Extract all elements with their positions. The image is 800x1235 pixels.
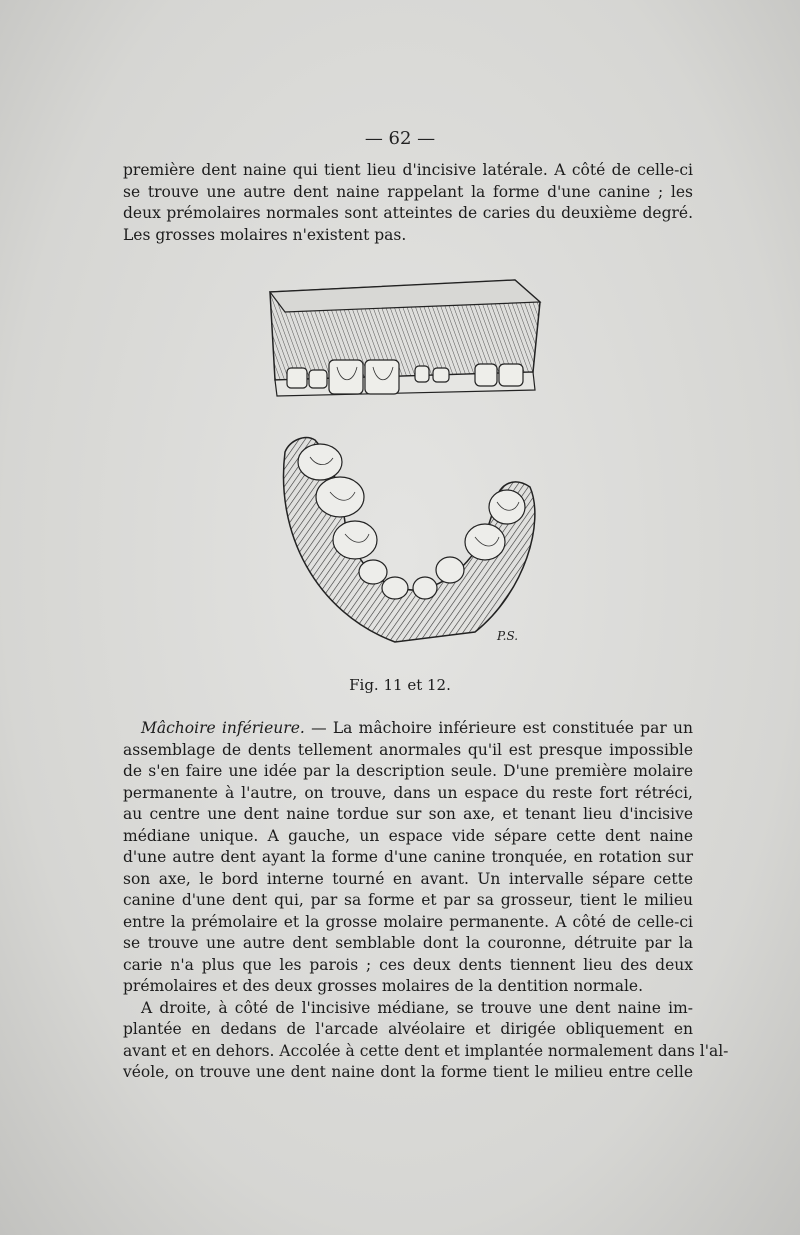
text-line: Les grosses molaires n'existent pas. <box>123 225 407 244</box>
paragraph-mandible <box>123 718 729 1084</box>
text-line: véole, on trouve une dent naine dont la forme tient le milieu entre celle <box>123 1063 693 1081</box>
text-line: carie n'a plus que les parois ; ces deux dents tiennent lieu des deux <box>123 955 693 974</box>
text-line: deux prémolaires normales sont atteintes de caries du deuxième degré. <box>123 204 693 222</box>
text-line: permanente à l'autre, on trouve, dans un espace du reste fort rétréci, <box>123 783 693 802</box>
text-line: se trouve une autre dent naine rappelant la forme d'une canine ; les <box>123 182 693 201</box>
page-number: — 62 — <box>364 128 436 149</box>
text-line: de s'en faire une idée par la description seule. D'une première molaire <box>123 762 693 780</box>
text-line: canine d'une dent qui, par sa forme et par sa grosseur, tient le milieu <box>123 891 693 909</box>
text-line: première dent naine qui tient lieu d'incisive latérale. A côté de celle-ci <box>123 161 693 179</box>
figure-caption: Fig. 11 et 12. <box>349 676 451 694</box>
text-line: prémolaires et des deux grosses molaires de la dentition normale. <box>123 977 644 995</box>
text-line: au centre une dent naine tordue sur son axe, et tenant lieu d'incisive <box>123 805 693 823</box>
jaw-illustration <box>245 272 565 672</box>
text-line-lead <box>123 718 693 740</box>
text-fragment: — La mâchoire inférieure est constituée par un <box>304 719 693 737</box>
text-line: entre la prémolaire et la grosse molaire permanente. A côté de celle-ci <box>123 912 693 931</box>
text-line: médiane unique. A gauche, un espace vide sépare cette dent naine <box>123 826 693 845</box>
text-line: d'une autre dent ayant la forme d'une canine tronquée, en rotation sur <box>123 848 693 866</box>
jaw-engraving <box>245 272 565 672</box>
text-line: se trouve une autre dent semblable dont la couronne, détruite par la <box>123 934 693 952</box>
text-line: plantée en dedans de l'arcade alvéolaire et dirigée obliquement en <box>123 1020 693 1038</box>
paragraph-top <box>123 160 693 246</box>
lower-jaw <box>283 438 534 642</box>
engraver-initials: P.S. <box>497 629 519 643</box>
text-line: avant et en dehors. Accolée à cette dent et implantée normalement dans l'al- <box>123 1041 729 1060</box>
text-line: A droite, à côté de l'incisive médiane, se trouve une dent naine im- <box>141 998 693 1017</box>
section-term: Mâchoire inférieure. <box>141 719 305 737</box>
text-line: son axe, le bord interne tourné en avant. Un intervalle sépare cette <box>123 869 693 888</box>
upper-jaw <box>270 280 540 396</box>
text-line: assemblage de dents tellement anormales qu'il est presque impossible <box>123 740 693 759</box>
